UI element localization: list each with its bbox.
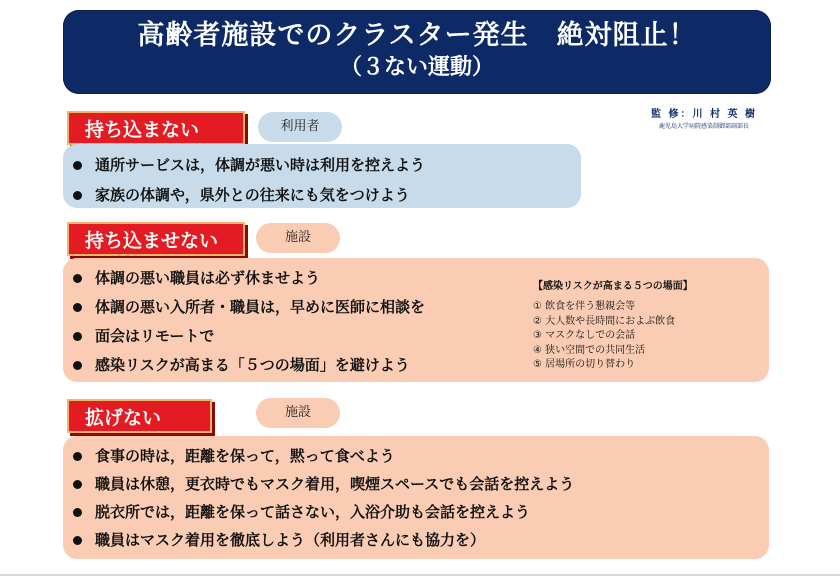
bullet-icon	[73, 191, 82, 200]
five-situations-item: ③ マスクなしでの会話	[533, 330, 636, 341]
page-subtitle: （３ない運動）	[339, 55, 494, 80]
section-tag-user: 利用者	[258, 112, 342, 142]
bottom-divider	[0, 574, 840, 576]
title-banner	[63, 10, 771, 94]
five-situations-box	[533, 277, 763, 373]
list-item: 職員はマスク着用を徹底しよう（利用者さんにも協力を）	[95, 526, 769, 554]
list-item: 面会はリモートで	[95, 322, 769, 351]
list-item: 食事の時は，距離を保って，黙って食べよう	[95, 442, 769, 470]
five-situations-item: ② 大人数や長時間におよぶ飲食	[533, 315, 676, 327]
five-situations-item: ⑤ 居場所の切り替わり	[533, 359, 636, 370]
bullet-icon	[73, 274, 82, 283]
five-situations-item: ④ 狭い空間での共同生活	[533, 344, 646, 356]
list-item: 家族の体調や，県外との往来にも気をつけよう	[95, 180, 581, 210]
section-label-mochikomanai: 持ち込まない	[67, 111, 245, 145]
section-panel-3	[63, 436, 769, 559]
section-label-mochikomasenai: 持ち込ませない	[67, 222, 245, 256]
section-label-hirogenai: 拡げない	[67, 399, 212, 433]
page-title: 高齢者施設でのクラスター発生 絶対阻止！	[137, 20, 697, 51]
section-tag-facility: 施設	[256, 223, 340, 253]
bullet-icon	[73, 480, 82, 489]
list-item: 体調の悪い入所者・職員は，早めに医師に相談を	[95, 293, 769, 322]
five-situations-item: ① 飲食を伴う懇親会等	[533, 301, 636, 312]
bullet-icon	[73, 536, 82, 545]
list-item: 感染リスクが高まる「５つの場面」を避けよう	[95, 351, 769, 380]
supervisor-name: 監 修：川 村 英 樹	[651, 109, 757, 120]
bullet-icon	[73, 332, 82, 341]
section-panel-1	[63, 144, 581, 208]
bullet-icon	[73, 303, 82, 312]
bullet-icon	[73, 161, 82, 170]
section-tag-facility-2: 施設	[256, 398, 340, 428]
list-item: 通所サービスは，体調が悪い時は利用を控えよう	[95, 150, 581, 180]
bullet-icon	[73, 361, 82, 370]
supervisor-credit	[630, 105, 778, 130]
list-item: 脱衣所では，距離を保って話さない，入浴介助も会話を控えよう	[95, 498, 769, 526]
list-item: 体調の悪い職員は必ず休ませよう	[95, 264, 769, 293]
five-situations-heading: 【感染リスクが高まる５つの場面】	[533, 281, 693, 292]
list-item: 職員は休憩，更衣時でもマスク着用，喫煙スペースでも会話を控えよう	[95, 470, 769, 498]
supervisor-affiliation: 鹿児島大学病院感染制御部副部長	[658, 123, 749, 130]
bullet-icon	[73, 452, 82, 461]
bullet-icon	[73, 508, 82, 517]
